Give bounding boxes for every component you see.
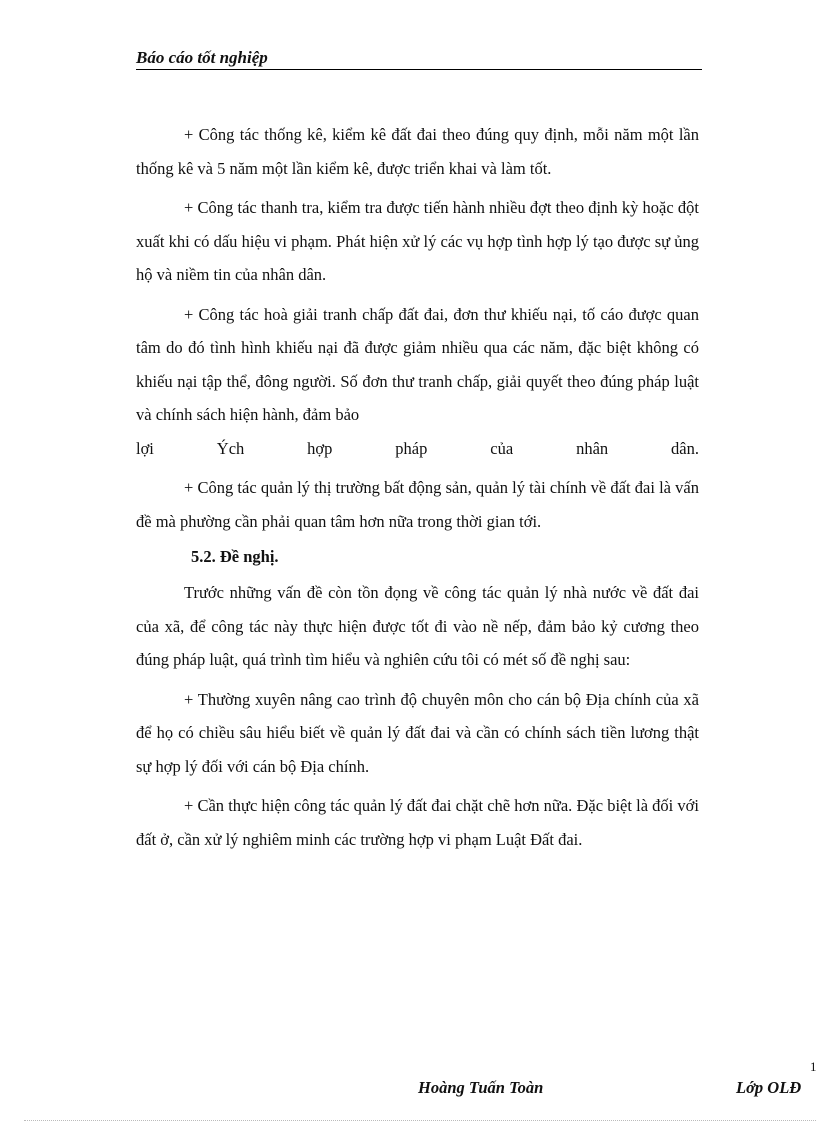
paragraph-mediation-end: lợi Ých hợp pháp của nhân dân. (136, 438, 699, 458)
document-body (136, 118, 699, 858)
section-heading: 5.2. Đề nghị. (191, 547, 279, 566)
footer-divider (24, 1120, 816, 1121)
paragraph-real-estate: + Công tác quản lý thị trường bất động sản, quản lý tài chính về đất đai là vấn đề mà phường cần phải quan tâm hơn nữa trong thời gian tới. (136, 478, 699, 531)
report-header (136, 48, 702, 70)
footer-class: Lớp OLĐ (736, 1078, 802, 1097)
footer-author: Hoàng Tuấn Toàn (418, 1078, 544, 1097)
paragraph-statistics: + Công tác thống kê, kiểm kê đất đai theo đúng quy định, mỗi năm một lần thống kê và 5 năm một lần kiểm kê, được triển khai và làm tốt. (136, 125, 699, 178)
paragraph-proposal-training: + Thường xuyên nâng cao trình độ chuyên môn cho cán bộ Địa chính của xã để họ có chiều sâu hiểu biết về quản lý đất đai và cần có chính sách tiền lương thật sự hợp lý đối với cán bộ Địa chính. (136, 689, 699, 776)
paragraph-inspection: + Công tác thanh tra, kiểm tra được tiến hành nhiều đợt theo định kỳ hoặc đột xuất khi có dấu hiệu vi phạm. Phát hiện xử lý các vụ hợp tình hợp lý tạo được sự ủng hộ và niềm tin của nhân dân. (136, 198, 699, 284)
report-title: Báo cáo tốt nghiệp (136, 48, 268, 67)
paragraph-proposal-management: + Cần thực hiện công tác quản lý đất đai chặt chẽ hơn nữa. Đặc biệt là đối với đất ở, cần xử lý nghiêm minh các trường hợp vi phạm Luật Đất đai. (136, 796, 699, 849)
page-number: 1 (810, 1059, 816, 1074)
paragraph-proposal-intro: Trước những vấn đề còn tồn đọng về công tác quản lý nhà nước về đất đai của xã, để công tác này thực hiện được tốt đi vào nề nếp, đảm bảo kỷ cương theo đúng pháp luật, quá trình tìm hiểu và nghiên cứu tôi có mét số đề nghị sau: (136, 583, 699, 669)
paragraph-mediation: + Công tác hoà giải tranh chấp đất đai, đơn thư khiếu nại, tố cáo được quan tâm do đó tình hình khiếu nại đã được giảm nhiều qua các năm, đặc biệt không có khiếu nại tập thể, đông người. Số đơn thư tranh chấp, giải quyết theo đúng pháp luật và chính sách hiện hành, đảm bảo (136, 304, 699, 424)
